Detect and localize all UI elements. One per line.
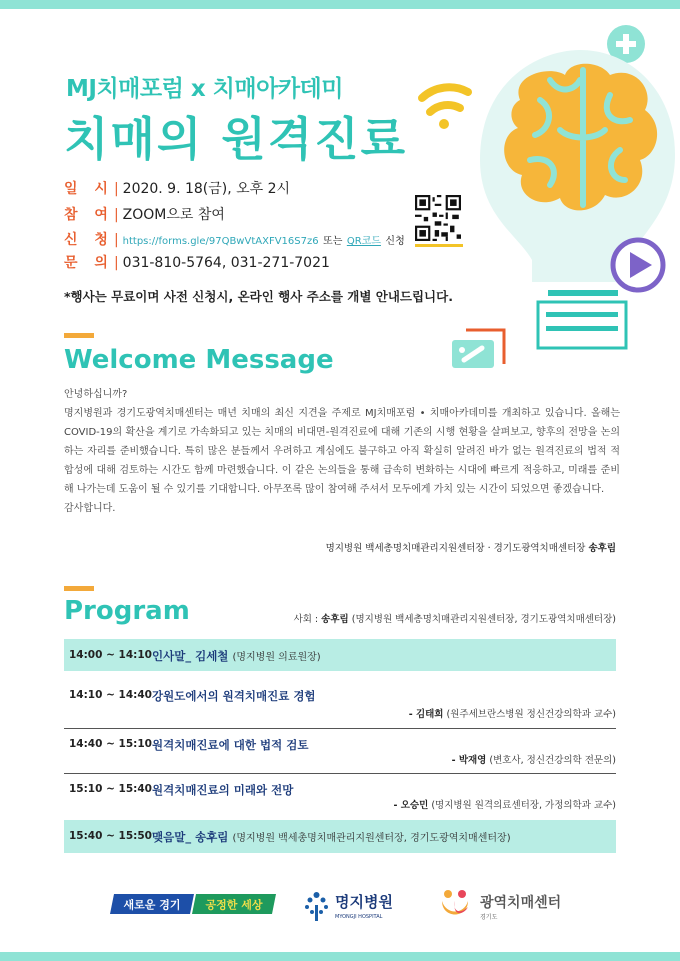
- program-speaker: - 오승민 (명지병원 원격의료센터장, 가정의학과 교수): [393, 800, 616, 811]
- notice-text: *행사는 무료이며 사전 신청시, 온라인 행사 주소를 개별 안내드립니다.: [64, 289, 453, 304]
- gyeonggi-logo: [110, 893, 276, 915]
- welcome-accent-bar: [64, 333, 94, 338]
- program-row: [64, 639, 616, 671]
- event-title: 치매의 원격진료: [64, 112, 408, 166]
- contact-value: 031-810-5764, 031-271-7021: [122, 255, 330, 271]
- program-time: 15:40 ~ 15:50: [69, 830, 152, 842]
- myongji-en-text: MYONGJI HOSPITAL: [335, 914, 383, 920]
- contact-label: 문 의: [64, 255, 114, 271]
- info-join: 참 여| ZOOM으로 참여: [64, 207, 225, 223]
- qr-underline: [415, 244, 463, 247]
- mc-detail: (명지병원 백세총명치매관리지원센터장, 경기도광역치매센터장): [351, 614, 616, 625]
- mc-info: [294, 611, 616, 625]
- apply-link[interactable]: https://forms.gle/97QBwVtAXFV16S7z6: [122, 236, 319, 247]
- apply-label: 신 청: [64, 232, 114, 248]
- join-value: ZOOM으로 참여: [122, 207, 225, 223]
- program-title: 강원도에서의 원격치매진료 경험: [152, 689, 316, 703]
- gyeonggi-right-text: 공정한 세상: [205, 898, 263, 912]
- mc-label: 사회 :: [293, 614, 319, 625]
- mc-name: 송후림: [321, 614, 349, 625]
- apply-suffix: 신청: [385, 236, 405, 247]
- date-value: 2020. 9. 18(금), 오후 2시: [122, 181, 291, 197]
- program-title: 원격치매진료의 미래와 전망: [152, 783, 294, 797]
- join-label: 참 여: [64, 207, 114, 223]
- play-icon: [613, 240, 663, 290]
- program-accent-bar: [64, 586, 94, 591]
- event-subtitle: MJ치매포럼 x 치매아카데미: [66, 76, 343, 102]
- signature-org: 명지병원 백세총명치매관리지원센터장 · 경기도광역치매센터장: [325, 543, 586, 554]
- program-time: 14:40 ~ 15:10: [69, 738, 152, 750]
- program-speaker: - 김태희 (원주세브란스병원 정신건강의학과 교수): [408, 709, 616, 720]
- center-sub-text: 경기도: [480, 914, 498, 921]
- program-time: 14:10 ~ 14:40: [69, 689, 152, 701]
- people-icon: [442, 890, 468, 915]
- info-date: 일 시| 2020. 9. 18(금), 오후 2시: [64, 181, 291, 197]
- program-speaker: - 박재영 (변호사, 정신건강의학 전문의): [451, 755, 616, 766]
- info-apply: 신 청| https://forms.gle/97QBwVtAXFV16S7z6 또는 QR코드 신청: [64, 232, 405, 248]
- top-border: [0, 0, 680, 9]
- divider: [64, 773, 616, 774]
- apply-or: 또는: [323, 236, 343, 247]
- qr-code-icon[interactable]: [415, 195, 461, 241]
- program-time: 15:10 ~ 15:40: [69, 783, 152, 795]
- center-ko-text: 광역치매센터: [480, 895, 562, 911]
- welcome-message: [64, 385, 620, 518]
- date-label: 일 시: [64, 181, 114, 197]
- divider: [64, 728, 616, 729]
- program-row: [64, 820, 616, 853]
- wifi-icon: [422, 87, 468, 129]
- signature: [326, 540, 616, 554]
- program-row: [64, 778, 616, 822]
- myongji-ko-text: 명지병원: [335, 893, 393, 911]
- info-contact: 문 의| 031-810-5764, 031-271-7021: [64, 255, 330, 271]
- thanks: 감사합니다.: [64, 503, 116, 514]
- brain-icon: [504, 64, 657, 211]
- welcome-heading: Welcome Message: [64, 345, 334, 375]
- program-time: 14:00 ~ 14:10: [69, 649, 152, 661]
- gyeonggi-left-text: 새로운 경기: [123, 898, 181, 912]
- signature-name: 송후림: [588, 543, 616, 554]
- program-title: 인사말_ 김세철 (명지병원 의료원장): [152, 649, 321, 663]
- tree-icon: [305, 892, 328, 921]
- message-body: 명지병원과 경기도광역치매센터는 매년 치매의 최신 지견을 주제로 MJ치매포럼 • 치매아카데미를 개최하고 있습니다. 올해는 COVID-19의 확산을 계기로 가속화되고 있는 치매의 비대면-원격진료에 대해 기존의 시행 현황을 살펴보고, 향후의 전망을 논의하는 자리를 준비했습니다. 특히 많은 분들께서 우려하고 계심에도 불구하고 아직 확실히 알려진 바가 없는 원격진료의 법적 적합성에 대해 검토하는 시간도 함께 마련했습니다. 이 같은 논의들을 통해 급속히 변화하는 시대에 빠르게 적응하고, 미래를 준비해 나가는데 도움이 될 수 있기를 기대합니다. 아무쪼록 많이 참여해 주셔서 모두에게 가치 있는 시간이 되었으면 좋겠습니다.: [64, 408, 620, 495]
- program-title: 맺음말_ 송후림 (명지병원 백세총명치매관리지원센터장, 경기도광역치매센터장): [152, 830, 511, 844]
- apply-qr-text: QR코드: [346, 236, 381, 247]
- greeting: 안녕하십니까?: [64, 389, 128, 400]
- program-row: [64, 681, 616, 725]
- bulb-base: [548, 290, 618, 296]
- program-heading: Program: [64, 596, 190, 626]
- program-title: 원격치매진료에 대한 법적 검토: [152, 738, 309, 752]
- dementia-center-logo: [438, 885, 578, 925]
- bottom-border: [0, 952, 680, 961]
- myongji-hospital-logo: [303, 885, 413, 925]
- program-row: [64, 733, 616, 777]
- device-illustration: [450, 328, 506, 372]
